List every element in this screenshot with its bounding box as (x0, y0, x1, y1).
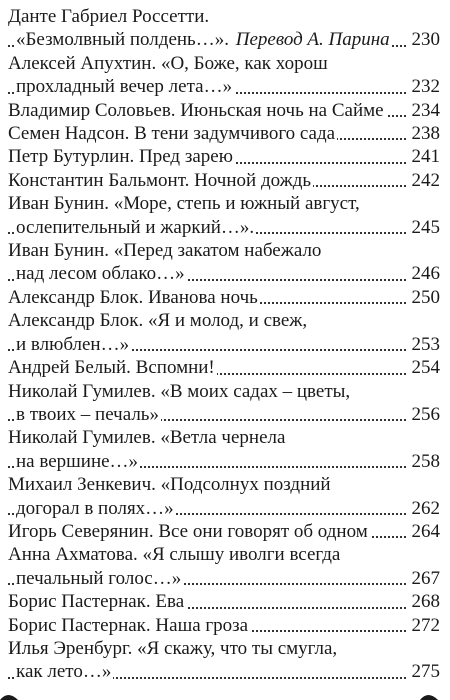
toc-entry (8, 637, 440, 684)
page-number: 238 (411, 123, 440, 145)
toc-entry-last-line (8, 403, 440, 426)
toc-entry (8, 286, 440, 309)
toc-entry-last-line (8, 262, 440, 285)
toc-entry-text: Николай Гумилев. «Ветла чернела (8, 427, 286, 449)
toc-entry-text: прохладный вечер лета…» (16, 76, 233, 98)
toc-entry-last-line (8, 75, 440, 98)
toc-entry-text: Владимир Соловьев. Июньская ночь на Сайме (8, 99, 384, 121)
page-number: 242 (411, 169, 440, 191)
toc-entry-text: Данте Габриел Россетти. (8, 6, 210, 27)
toc-entry-text: Михаил Зенкевич. «Подсолнух поздний (8, 474, 331, 496)
toc-entry-last-line (8, 145, 440, 168)
page-number: 232 (411, 76, 440, 98)
toc-entry (8, 52, 440, 99)
ornament-right (420, 695, 438, 700)
toc-entry-text: на вершине…» (16, 450, 139, 472)
page-number: 234 (411, 99, 440, 121)
toc-entry-text: «Безмолвный полдень…». (16, 29, 229, 51)
page-number: 272 (411, 614, 440, 636)
toc-entry (8, 122, 440, 145)
toc-entry (8, 5, 440, 52)
page-number: 250 (411, 286, 440, 308)
page-number: 230 (411, 29, 440, 51)
toc-entry-text: печальный голос…» (16, 567, 182, 589)
toc-entry-text: Семен Надсон. В тени задумчивого сада (8, 123, 336, 145)
toc-entry-text: Андрей Белый. Вспомни! (8, 357, 215, 379)
toc-entry-line (8, 5, 440, 28)
toc-entry-line (8, 309, 440, 332)
toc-entry-text: Александр Блок. Иванова ночь (8, 286, 258, 308)
toc-entry-last-line (8, 497, 440, 520)
toc-entry-text: как лето…» (16, 661, 112, 683)
toc-entry-line (8, 637, 440, 660)
toc-entry-line (8, 52, 440, 75)
toc-entry-text: догорал в полях…» (16, 497, 174, 519)
page-number: 245 (411, 216, 440, 238)
toc-entry-text: Николай Гумилев. «В моих садах – цветы, (8, 380, 351, 402)
toc-entry-last-line (8, 333, 440, 356)
toc-entry-last-line (8, 28, 440, 51)
toc-entry-text: Борис Пастернак. Ева (8, 591, 185, 613)
toc-entry-text: в твоих – печаль» (16, 403, 159, 425)
ornament-left (0, 695, 18, 700)
toc-entry (8, 614, 440, 637)
toc-entry-text: Игорь Северянин. Все они говорят об одном (8, 520, 368, 542)
toc-entry-text: Иван Бунин. «Море, степь и южный август, (8, 193, 360, 215)
toc-entry-last-line (8, 450, 440, 473)
page-number: 246 (411, 263, 440, 285)
toc-entry-line (8, 380, 440, 403)
toc-entry (8, 543, 440, 590)
toc-entry (8, 309, 440, 356)
toc-entry-last-line (8, 122, 440, 145)
toc-entry-last-line (8, 99, 440, 122)
toc-entry-last-line (8, 567, 440, 590)
toc-entry (8, 473, 440, 520)
page-number: 254 (411, 357, 440, 379)
decorative-ornament (0, 690, 450, 700)
toc-entry-text: ослепительный и жаркий…». (16, 216, 255, 238)
toc-entry (8, 426, 440, 473)
toc-entry-text: и влюблен…» (16, 333, 130, 355)
page-number: 253 (411, 333, 440, 355)
toc-entry-text: Константин Бальмонт. Ночной дождь (8, 169, 312, 191)
toc-entry-line (8, 426, 440, 449)
toc-entry-last-line (8, 660, 440, 683)
toc-entry (8, 380, 440, 427)
toc-entry-line (8, 543, 440, 566)
page-number: 262 (411, 497, 440, 519)
toc-entry-text: Илья Эренбург. «Я скажу, что ты смугла, (8, 637, 338, 659)
toc-entry-text: Алексей Апухтин. «О, Боже, как хорош (8, 52, 328, 74)
toc-entry-line (8, 473, 440, 496)
toc-entry (8, 145, 440, 168)
translator-credit: Перевод А. Парина (230, 29, 390, 51)
toc-entry-last-line (8, 520, 440, 543)
page-number: 275 (411, 661, 440, 683)
toc-entry-text: Иван Бунин. «Перед закатом набежало (8, 240, 322, 262)
toc-entry-text: Борис Пастернак. Наша гроза (8, 614, 249, 636)
toc-entry-last-line (8, 590, 440, 613)
toc-entry (8, 99, 440, 122)
toc-entry-text: над лесом облако…» (16, 263, 185, 285)
toc-entry-text: Александр Блок. «Я и молод, и свеж, (8, 310, 308, 332)
table-of-contents (8, 5, 440, 684)
page-number: 256 (411, 403, 440, 425)
toc-entry (8, 520, 440, 543)
toc-entry-text: Петр Бутурлин. Пред зарею (8, 146, 233, 168)
toc-entry (8, 590, 440, 613)
toc-entry-text: Анна Ахматова. «Я слышу иволги всегда (8, 544, 341, 566)
page-number: 267 (411, 567, 440, 589)
toc-entry (8, 169, 440, 192)
toc-entry-last-line (8, 614, 440, 637)
toc-entry (8, 356, 440, 379)
page-number: 268 (411, 591, 440, 613)
toc-entry-last-line (8, 216, 440, 239)
toc-entry (8, 192, 440, 239)
toc-entry-last-line (8, 356, 440, 379)
page-number: 258 (411, 450, 440, 472)
toc-entry-last-line (8, 169, 440, 192)
page-number: 241 (411, 146, 440, 168)
toc-entry-line (8, 239, 440, 262)
toc-entry-last-line (8, 286, 440, 309)
toc-entry (8, 239, 440, 286)
page-number: 264 (411, 520, 440, 542)
toc-entry-line (8, 192, 440, 215)
